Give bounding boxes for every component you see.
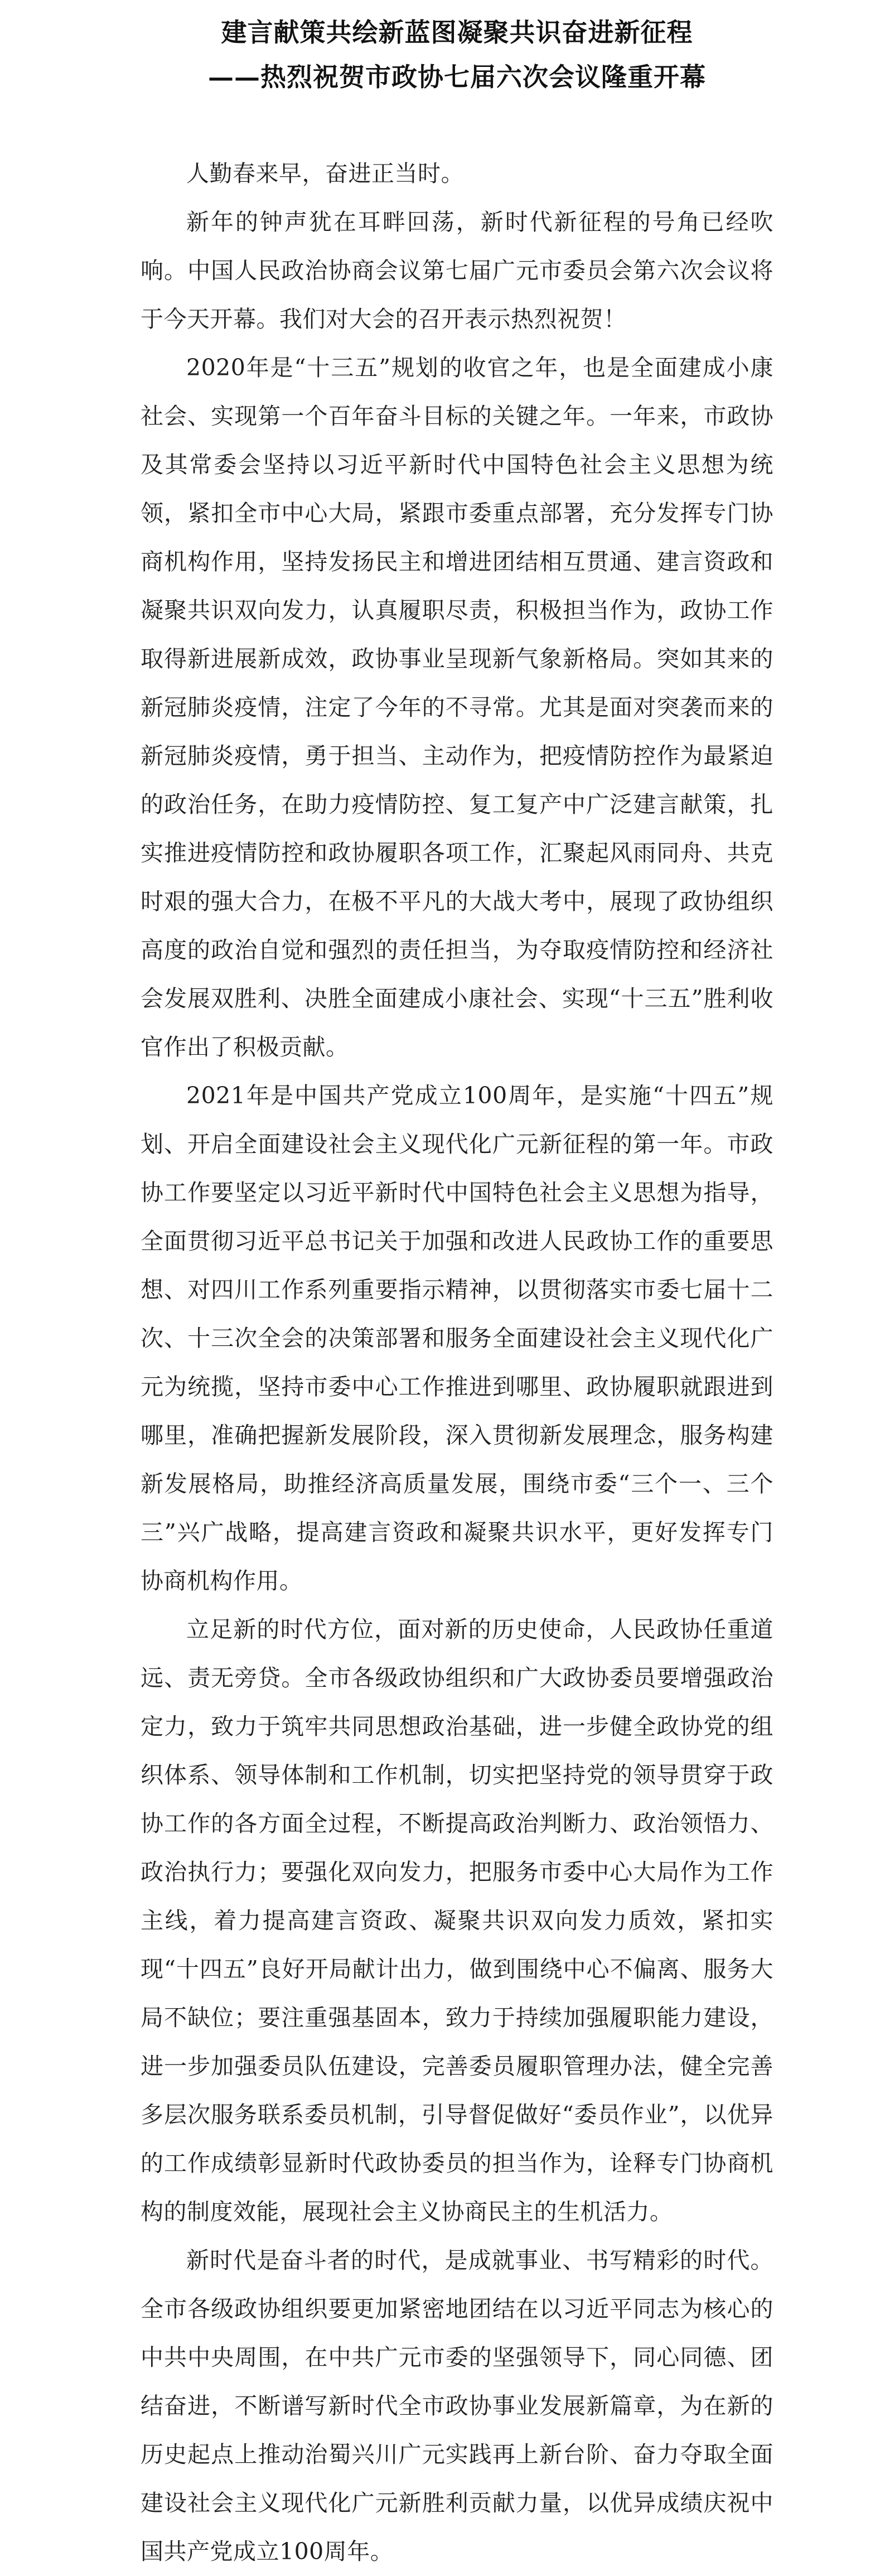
paragraph-congratulation: 新年的钟声犹在耳畔回荡，新时代新征程的号角已经吹响。中国人民政治协商会议第七届广元市委员会第六次会议将于今天开幕。我们对大会的召开表示热烈祝贺！	[141, 209, 773, 332]
article-subtitle: ——热烈祝贺市政协七届六次会议隆重开幕	[208, 62, 706, 92]
paragraph-2020-review: 2020年是“十三五”规划的收官之年，也是全面建成小康社会、实现第一个百年奋斗目标的关键之年。一年来，市政协及其常委会坚持以习近平新时代中国特色社会主义思想为统领，紧扣全市中心大局，紧跟市委重点部署，充分发挥专门协商机构作用，坚持发扬民主和增进团结相互贯通、建言资政和凝聚共识双向发力，认真履职尽责，积极担当作为，政协工作取得新进展新成效，政协事业呈现新气象新格局。突如其来的新冠肺炎疫情，注定了今年的不寻常。尤其是面对突袭而来的新冠肺炎疫情，勇于担当、主动作为，把疫情防控作为最紧迫的政治任务，在助力疫情防控、复工复产中广泛建言献策，扎实推进疫情防控和政协履职各项工作，汇聚起风雨同舟、共克时艰的强大合力，在极不平凡的大战大考中，展现了政协组织高度的政治自觉和强烈的责任担当，为夺取疫情防控和经济社会发展双胜利、决胜全面建成小康社会、实现“十三五”胜利收官作出了积极贡献。	[141, 354, 773, 1060]
paragraph-mission: 立足新的时代方位，面对新的历史使命，人民政协任重道远、责无旁贷。全市各级政协组织和广大政协委员要增强政治定力，致力于筑牢共同思想政治基础，进一步健全政协党的组织体系、领导体制和工作机制，切实把坚持党的领导贯穿于政协工作的各方面全过程，不断提高政治判断力、政治领悟力、政治执行力；要强化双向发力，把服务市委中心大局作为工作主线，着力提高建言资政、凝聚共识双向发力质效，紧扣实现“十四五”良好开局献计出力，做到围绕中心不偏离、服务大局不缺位；要注重强基固本，致力于持续加强履职能力建设，进一步加强委员队伍建设，完善委员履职管理办法，健全完善多层次服务联系委员机制，引导督促做好“委员作业”，以优异的工作成绩彰显新时代政协委员的担当作为，诠释专门协商机构的制度效能，展现社会主义协商民主的生机活力。	[141, 1616, 773, 2225]
paragraph-opening: 人勤春来早，奋进正当时。	[186, 160, 464, 187]
paragraph-2021-tasks: 2021年是中国共产党成立100周年，是实施“十四五”规划、开启全面建设社会主义现代化广元新征程的第一年。市政协工作要坚定以习近平新时代中国特色社会主义思想为指导，全面贯彻习近平总书记关于加强和改进人民政协工作的重要思想、对四川工作系列重要指示精神，以贯彻落实市委七届十二次、十三次全会的决策部署和服务全面建设社会主义现代化广元为统揽，坚持市委中心工作推进到哪里、政协履职就跟进到哪里，准确把握新发展阶段，深入贯彻新发展理念，服务构建新发展格局，助推经济高质量发展，围绕市委“三个一、三个三”兴广战略，提高建言资政和凝聚共识水平，更好发挥专门协商机构作用。	[141, 1082, 773, 1594]
article-title: 建言献策共绘新蓝图凝聚共识奋进新征程	[221, 17, 693, 47]
paragraph-closing: 新时代是奋斗者的时代，是成就事业、书写精彩的时代。全市各级政协组织要更加紧密地团结在以习近平同志为核心的中共中央周围，在中共广元市委的坚强领导下，同心同德、团结奋进，不断谱写新时代全市政协事业发展新篇章，为在新的历史起点上推动治蜀兴川广元实践再上新台阶、奋力夺取全面建设社会主义现代化广元新胜利贡献力量，以优异成绩庆祝中国共产党成立100周年。	[141, 2247, 773, 2565]
